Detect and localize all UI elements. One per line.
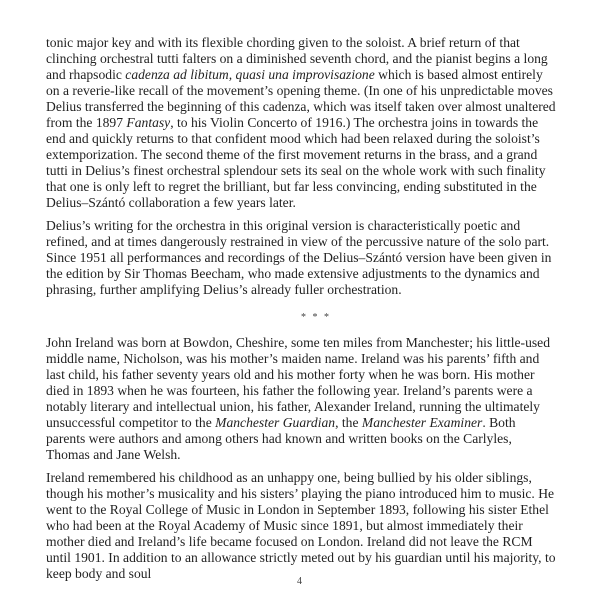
italic-title-run: cadenza ad libitum, quasi una improvisazione bbox=[125, 67, 375, 82]
section-ireland bbox=[46, 335, 558, 582]
text-run: , to his Violin Concerto of 1916.) The orchestra joins in towards the end and quickly returns to that confident mood which had been relaxed during the soloist’s extemporization. The second theme of the first movement returns in the brass, and a grand tutti in Delius’s finest orchestral splendour sets its seal on the whole work with such finality that one is only left to regret the brilliant, but far less convincing, ending substituted in the Delius–Szántó collaboration a few years later. bbox=[46, 115, 546, 210]
booklet-page bbox=[46, 35, 558, 582]
text-run: Delius’s writing for the orchestra in this original version is characteristically poetic and refined, and at times dangerously restrained in view of the percussive nature of the solo part. Since 1951 all performances and recordings of the Delius–Szántó version have been given in the edition by Sir Thomas Beecham, who made extensive adjustments to the dynamics and phrasing, further amplifying Delius’s already fuller orchestration. bbox=[46, 218, 552, 297]
text-run: . Both parents were authors and among others had known and written books on the Carlyles, Thomas and Jane Welsh. bbox=[46, 415, 516, 462]
text-run: Ireland remembered his childhood as an unhappy one, being bullied by his older siblings, though his mother’s musicality and his sisters’ playing the piano introduced him to music. He went to the Royal College of Music in London in September 1893, following his sister Ethel who had been at the Royal Academy of Music since 1891, but almost immediately their mother died and Ireland’s life became focused on London. Ireland did not leave the RCM until 1901. In addition to an allowance strictly meted out by his guardian until his majority, to keep body and soul bbox=[46, 470, 556, 581]
section-delius bbox=[46, 35, 558, 298]
body-paragraph bbox=[46, 470, 558, 582]
body-paragraph bbox=[46, 218, 558, 298]
body-paragraph bbox=[46, 335, 558, 463]
italic-title-run: Fantasy bbox=[126, 115, 171, 130]
section-divider: * * * bbox=[301, 312, 331, 323]
text-run: John Ireland was born at Bowdon, Cheshire, some ten miles from Manchester; his little-used middle name, Nicholson, was his mother’s maiden name. Ireland was his parents’ fifth and last child, his father seventy years old and his mother forty when he was born. His mother died in 1893 when he was fourteen, his father the following year. Ireland’s parents were a notably literary and intellectual union, his father, Alexander Ireland, running the ultimately unsuccessful competitor to the bbox=[46, 335, 550, 430]
italic-title-run: Manchester Guardian bbox=[215, 415, 336, 430]
italic-title-run: Manchester Examiner bbox=[361, 415, 483, 430]
text-run: , the bbox=[335, 415, 362, 430]
text-run: which is based almost entirely on a reverie-like recall of the movement’s opening theme. (In one of his unpredictable moves Delius transferred the beginning of this cadenza, which was itself taken over almost unaltered from the 1897 bbox=[46, 67, 556, 130]
text-run: tonic major key and with its flexible chording given to the soloist. A brief return of that clinching orchestral tutti falters on a diminished seventh chord, and the pianist begins a long and rhapsodic bbox=[46, 35, 548, 82]
body-paragraph bbox=[46, 35, 558, 211]
page-number: 4 bbox=[297, 576, 302, 587]
